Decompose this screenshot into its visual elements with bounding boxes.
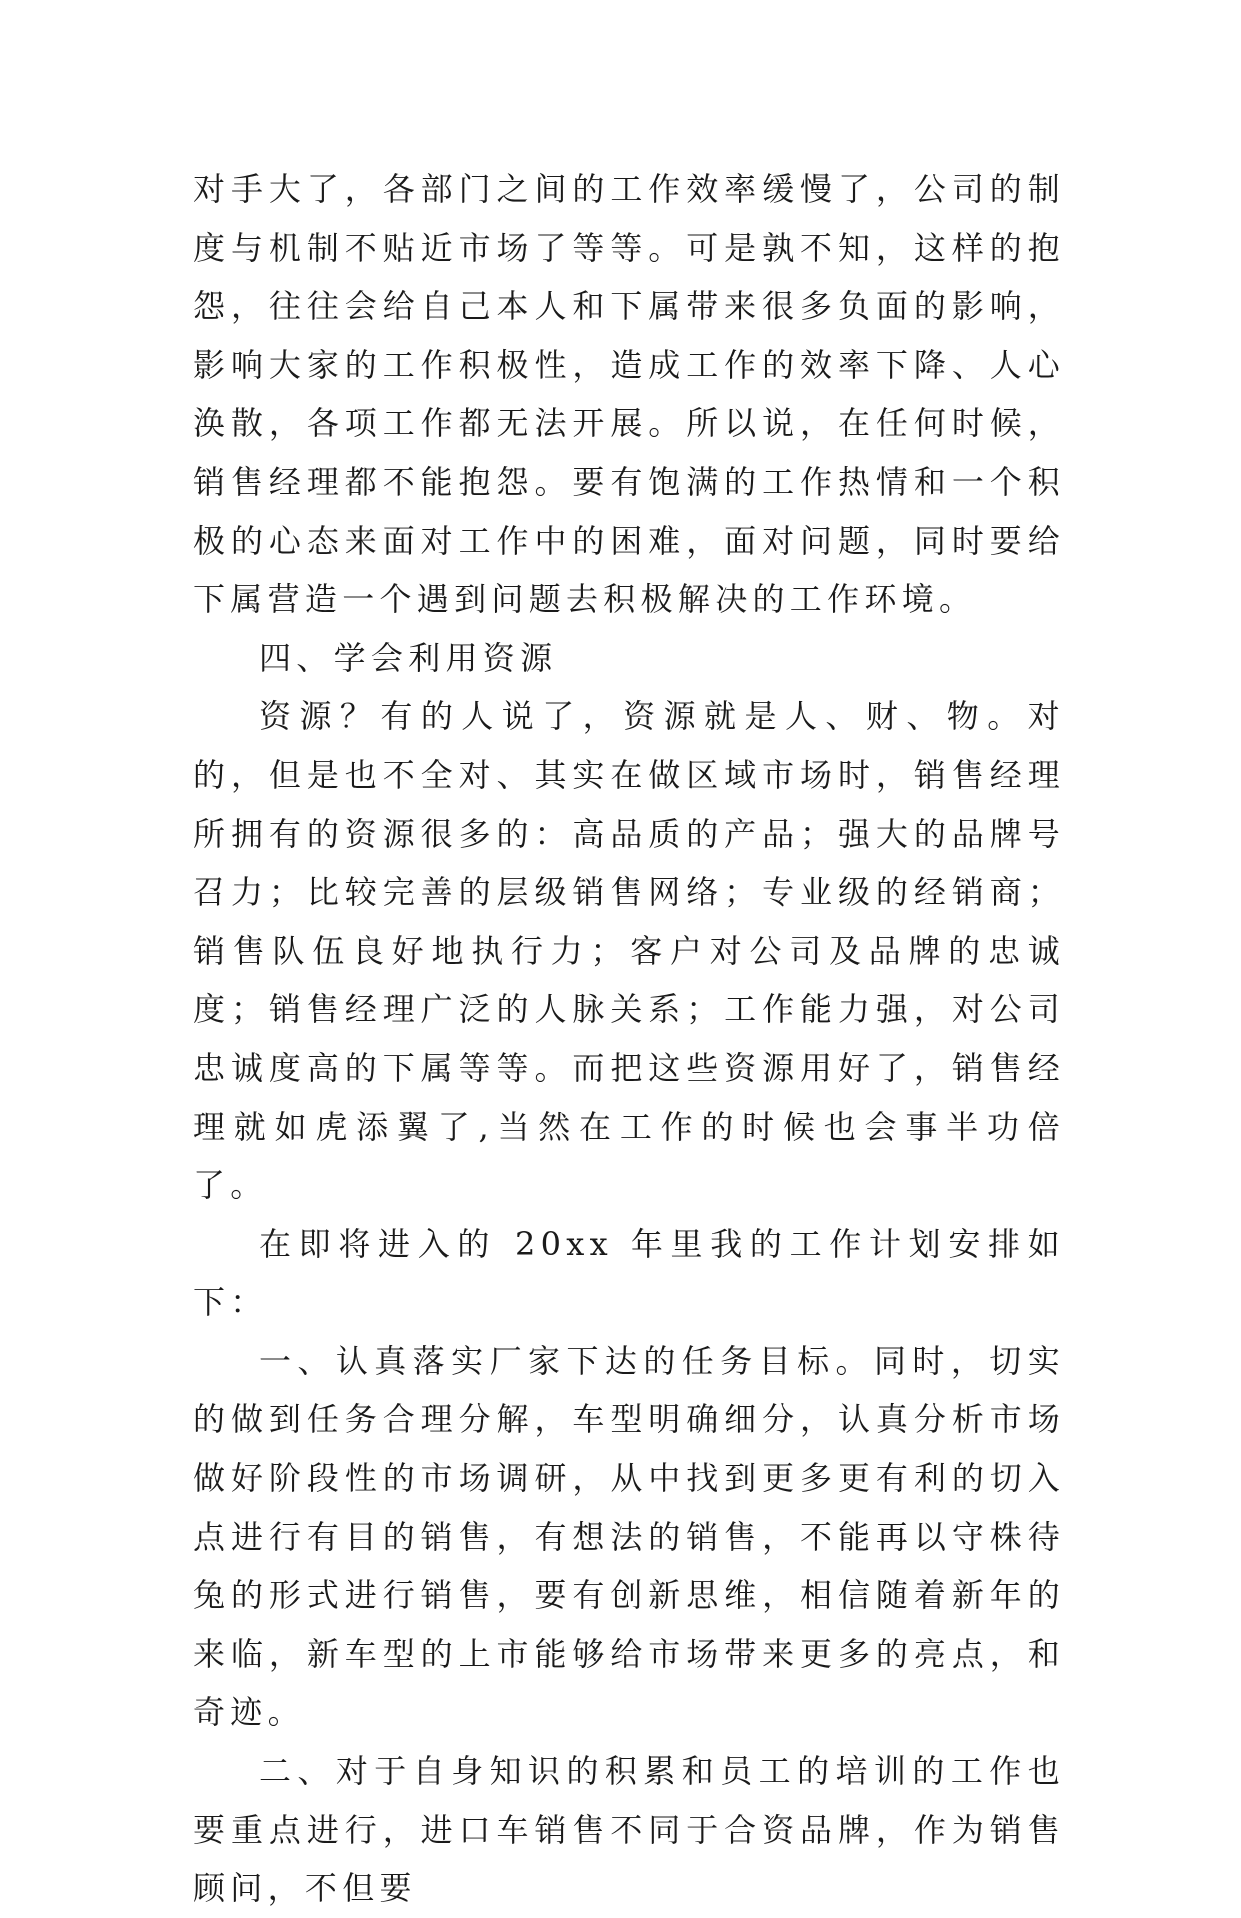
paragraph-resources: 资源？有的人说了，资源就是人、财、物。对的，但是也不全对、其实在做区域市场时，销售经理所拥有的资源很多的：高品质的产品；强大的品牌号召力；比较完善的层级销售网络；专业级的经销商；销售队伍良好地执行力；客户对公司及品牌的忠诚度；销售经理广泛的人脉关系；工作能力强，对公司忠诚度高的下属等等。而把这些资源用好了，销售经理就如虎添翼了,当然在工作的时候也会事半功倍了。 bbox=[193, 697, 1065, 1205]
paragraph-complaint-continuation: 对手大了，各部门之间的工作效率缓慢了，公司的制度与机制不贴近市场了等等。可是孰不知，这样的抱怨，往往会给自己本人和下属带来很多负面的影响，影响大家的工作积极性，造成工作的效率下降、人心涣散，各项工作都无法开展。所以说，在任何时候，销售经理都不能抱怨。要有饱满的工作热情和一个积极的心态来面对工作中的困难，面对问题，同时要给下属营造一个遇到问题去积极解决的工作环境。 bbox=[193, 170, 1065, 619]
paragraph-plan-item-two: 二、对于自身知识的积累和员工的培训的工作也要重点进行，进口车销售不同于合资品牌，作为销售顾问，不但要 bbox=[193, 1752, 1065, 1908]
section-heading-use-resources: 四、学会利用资源 bbox=[259, 638, 558, 677]
document-body bbox=[193, 160, 1065, 1918]
paragraph-plan-item-one: 一、认真落实厂家下达的任务目标。同时，切实的做到任务合理分解，车型明确细分，认真分析市场做好阶段性的市场调研，从中找到更多更有利的切入点进行有目的销售，有想法的销售，不能再以守株待兔的形式进行销售，要有创新思维，相信随着新年的来临，新车型的上市能够给市场带来更多的亮点，和奇迹。 bbox=[193, 1341, 1065, 1732]
paragraph-plan-intro: 在即将进入的 20xx 年里我的工作计划安排如下： bbox=[193, 1224, 1065, 1322]
